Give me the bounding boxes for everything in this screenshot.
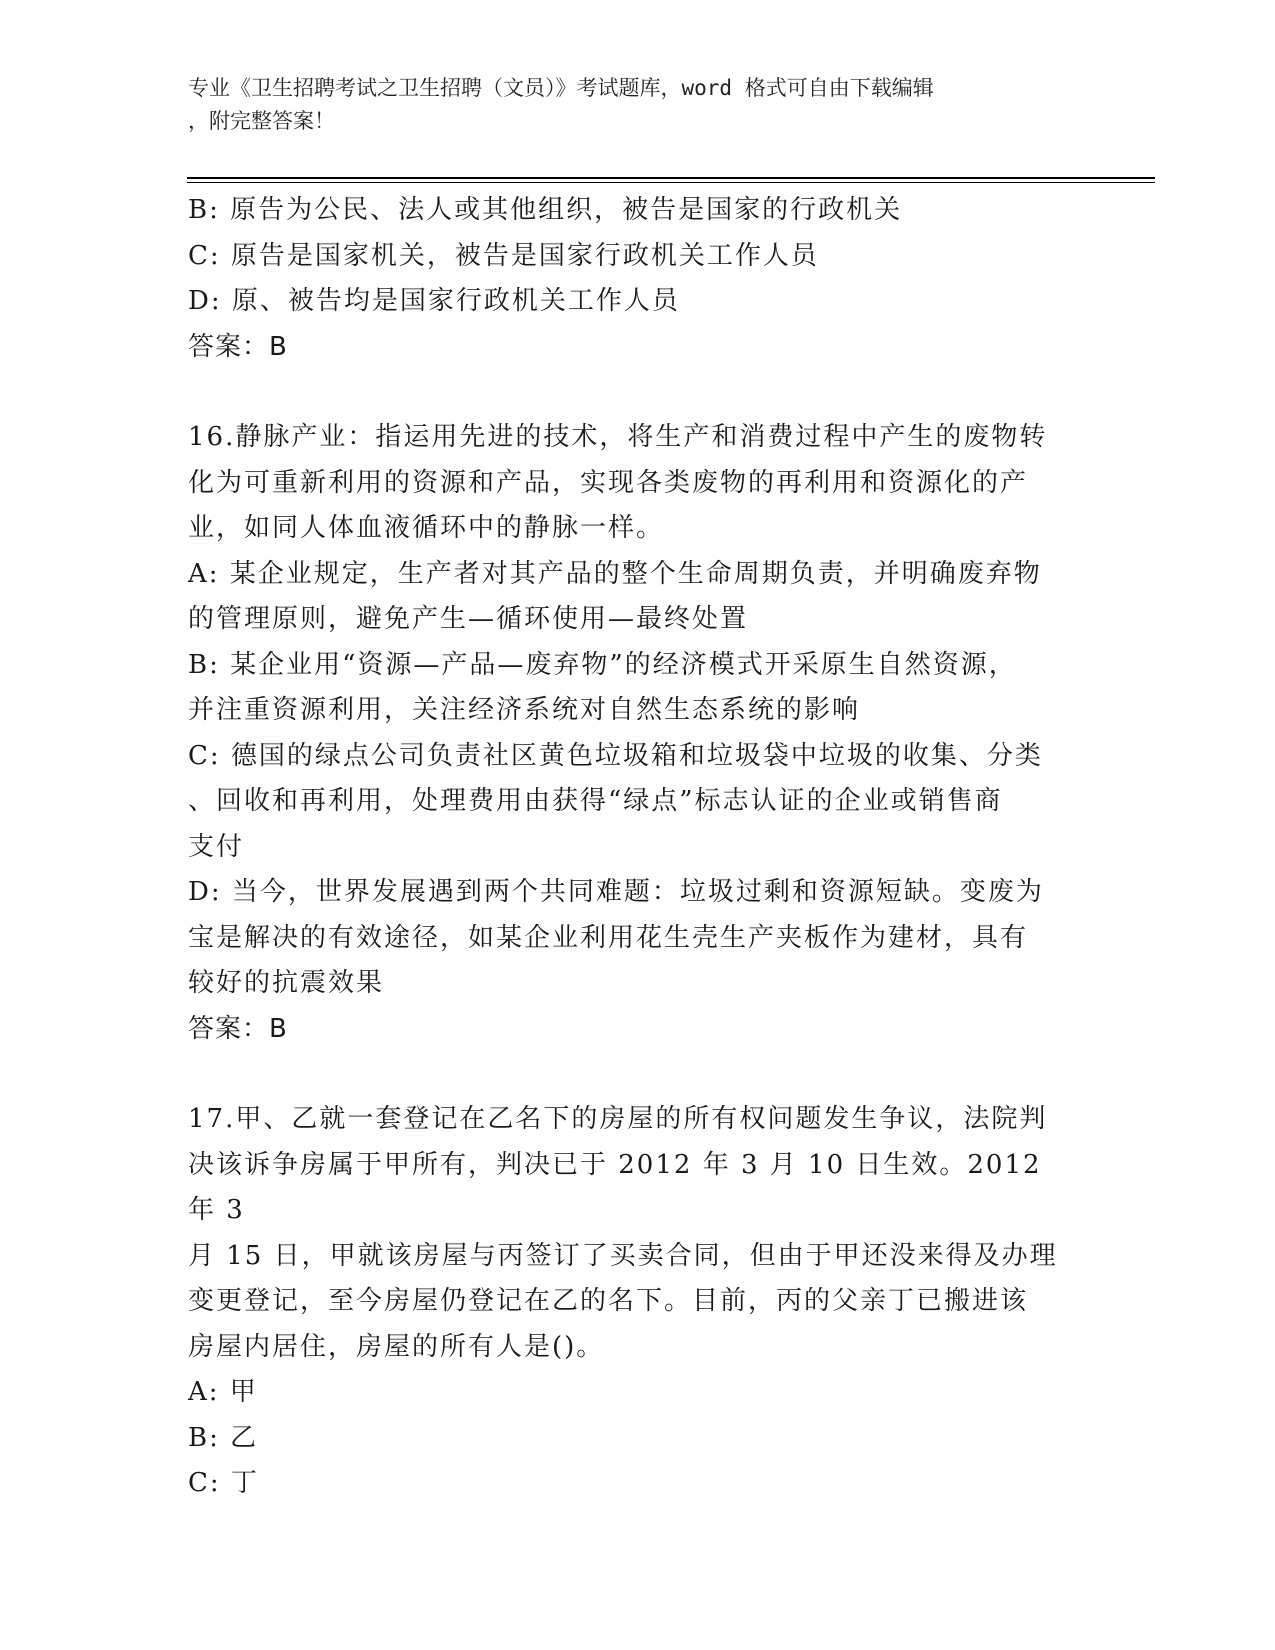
page-header <box>188 72 1068 138</box>
q17-option-c: C: 丁 <box>188 1468 259 1498</box>
q15-answer: 答案：B <box>188 331 288 362</box>
q17-option-a: A: 甲 <box>188 1377 258 1407</box>
q15-option-d: D: 原、被告均是国家行政机关工作人员 <box>188 286 680 316</box>
q16-stem-line-1: 16.静脉产业：指运用先进的技术，将生产和消费过程中产生的废物转 <box>188 422 1048 452</box>
q17-stem-line-3: 月 15 日，甲就该房屋与丙签订了买卖合同，但由于甲还没来得及办理 <box>188 1240 1058 1271</box>
header-rule-thick <box>187 177 1155 179</box>
q17-stem-line-2: 决该诉争房属于甲所有，判决已于 2012 年 3 月 10 日生效。2012 年 3 <box>188 1149 1052 1225</box>
q16-option-c-line-1: C: 德国的绿点公司负责社区黄色垃圾箱和垃圾袋中垃圾的收集、分类 <box>188 740 1043 771</box>
q16-option-a-line-2: 的管理原则，避免产生—循环使用—最终处置 <box>188 604 749 634</box>
header-line-2: ，附完整答案！ <box>188 109 335 133</box>
document-body <box>188 188 1078 1507</box>
q17-stem-line-4: 变更登记，至今房屋仍登记在乙的名下。目前，丙的父亲丁已搬进该 <box>188 1286 1029 1316</box>
question-17 <box>188 1097 1078 1507</box>
q16-option-c-line-3: 支付 <box>188 831 245 862</box>
header-rule-thin <box>187 182 1155 183</box>
q16-option-b-line-2: 并注重资源利用，关注经济系统对自然生态系统的影响 <box>188 695 861 725</box>
q16-option-a-line-1: A: 某企业规定，生产者对其产品的整个生命周期负责，并明确废弃物 <box>188 558 1042 589</box>
spacer <box>188 1052 1078 1097</box>
q16-option-d-line-1: D: 当今，世界发展遇到两个共同难题：垃圾过剩和资源短缺。变废为 <box>188 877 1044 907</box>
q15-option-c: C: 原告是国家机关，被告是国家行政机关工作人员 <box>188 240 819 271</box>
q16-answer: 答案：B <box>188 1013 288 1044</box>
spacer <box>188 370 1078 415</box>
q16-option-d-line-2: 宝是解决的有效途径，如某企业利用花生壳生产夹板作为建材，具有 <box>188 922 1029 953</box>
q16-stem-line-2: 化为可重新利用的资源和产品，实现各类废物的再利用和资源化的产 <box>188 467 1029 498</box>
header-line-1: 专业《卫生招聘考试之卫生招聘（文员）》考试题库，word 格式可自由下载编辑 <box>188 76 934 100</box>
question-15-partial <box>188 188 1078 370</box>
q16-stem-line-3: 业，如同人体血液循环中的静脉一样。 <box>188 513 665 543</box>
q16-option-d-line-3: 较好的抗震效果 <box>188 968 385 998</box>
q17-stem-line-5: 房屋内居住，房屋的所有人是()。 <box>188 1331 605 1362</box>
question-16 <box>188 415 1078 1052</box>
q16-option-c-line-2: 、回收和再利用，处理费用由获得“绿点”标志认证的企业或销售商 <box>188 786 1003 816</box>
q15-option-b: B: 原告为公民、法人或其他组织，被告是国家的行政机关 <box>188 195 903 225</box>
q17-option-b: B: 乙 <box>188 1422 259 1453</box>
q16-option-b-line-1: B: 某企业用“资源—产品—废弃物”的经济模式开采原生自然资源， <box>188 649 1017 680</box>
q17-stem-line-1: 17.甲、乙就一套登记在乙名下的房屋的所有权问题发生争议，法院判 <box>188 1104 1048 1134</box>
